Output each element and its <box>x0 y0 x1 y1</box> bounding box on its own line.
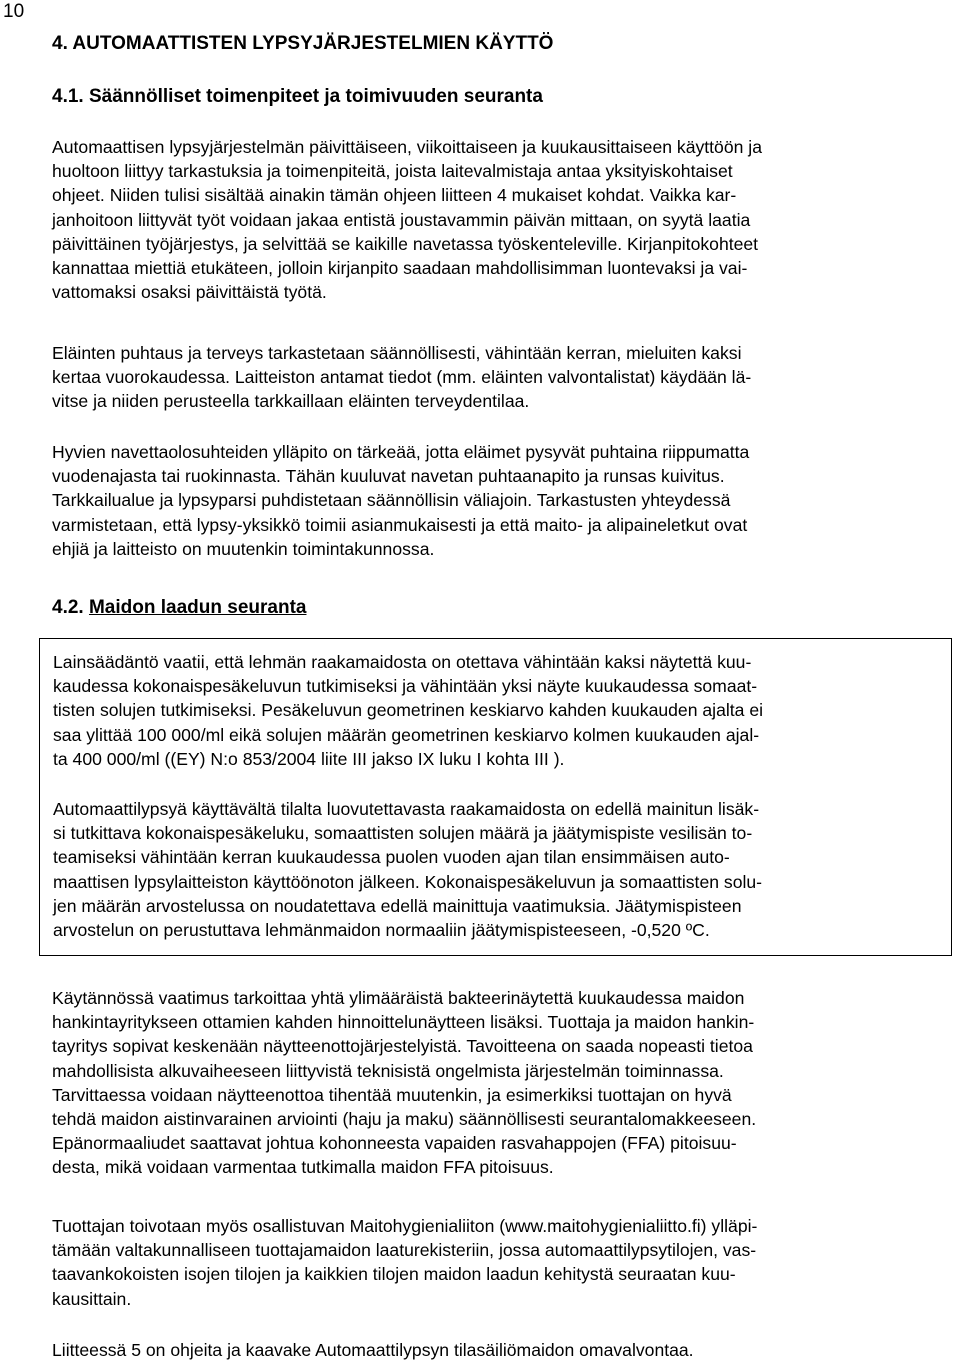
section-heading-routines: 4.1. Säännölliset toimenpiteet ja toimivuuden seuranta <box>52 86 543 107</box>
section-heading-milk-quality <box>52 597 306 619</box>
paragraph-quality-register: Tuottajan toivotaan myös osallistuvan Maitohygienialiiton (www.maitohygienialiitto.fi) ylläpi- tämään valtakunnalliseen tuottajamaidon laaturekisteriin, jossa automaattilypsytilojen, vas- taavankokoisten isojen tilojen ja kaikkien tilojen maidon laadun kehitystä seuraatan kuu- kausittain. <box>52 1216 758 1309</box>
regulation-box <box>39 638 952 956</box>
paragraph-legislation: Lainsäädäntö vaatii, että lehmän raakamaidosta on otettava vähintään kaksi näytettä kuu- kaudessa kokonaispesäkeluvun tutkimiseksi ja vähintään yksi näyte kuukaudessa somaat- tisten solujen tutkimiseksi. Pesäkeluvun geometrinen keskiarvo kahden kuukauden ajalta ei saa ylittää 100 000/ml eikä solujen määrän geometrinen keskiarvo kolmen kuukauden ajal- ta 400 000/ml ((EY) N:o 853/2004 liite III jakso IX luku I kohta III ). <box>53 652 764 769</box>
page-number: 10 <box>3 1 25 22</box>
paragraph-daily-routines: Automaattisen lypsyjärjestelmän päivittäiseen, viikoittaiseen ja kuukausittaiseen käyttöön ja huoltoon liittyy tarkastuksia ja toimenpiteitä, joista laitevalmistaja antaa yksityiskohtaiset ohjeet. Niiden tulisi sisältää ainakin tämän ohjeen liitteen 4 mukaiset kohdat. Vaikka kar- janhoitoon liittyvät työt voidaan jakaa entistä joustavammin päivän mittaan, on syytä laatia päivittäinen työjärjestys, ja selvittää se kaikille navetassa työskenteleville. Kirjanpitokohteet kannattaa miettiä etukäteen, jolloin kirjanpito saadaan mahdollisimman luontevaksi ja vai- vattomaksi osaksi päivittäistä työtä. <box>52 137 762 303</box>
paragraph-bacteria-sampling: Käytännössä vaatimus tarkoittaa yhtä ylimääräistä bakteerinäytettä kuukaudessa maidon hankintayritykseen ottamien kahden hinnoittelunäytteen lisäksi. Tuottaja ja maidon hankin- tayritys sopivat keskenään näytteenottojärjestelyistä. Tavoitteena on saada nopeasti tietoa mahdollisista alkuvaiheeseen liittyvistä teknisistä ongelmista järjestelmän toiminnassa. Tarvittaessa voidaan näytteenottoa tihentää muutenkin, ja esimerkiksi tuottajan on hyvä tehdä maidon aistinvarainen arviointi (haju ja maku) säännöllisesti seurantalomakkeeseen. Epänormaaliudet saattavat johtua kohonneesta vapaiden rasvahappojen (FFA) pitoisuu- desta, mikä voidaan varmentaa tutkimalla maidon FFA pitoisuus. <box>52 988 757 1178</box>
paragraph-farm-requirements: Automaattilypsyä käyttävältä tilalta luovutettavasta raakamaidosta on edellä mainitun lisäk- si tutkittava kokonaispesäkeluku, somaattisten solujen määrä ja jäätymispiste vesilisän to- teamiseksi vähintään kerran kuukaudessa puolen vuoden ajan tilan ensimmäisen auto- maattisen lypsylaitteiston käyttöönoton jälkeen. Kokonaispesäkeluvun ja somaattisten solu- jen määrän arvostelussa on noudatettava edellä mainittuja vaatimuksia. Jäätymispisteen arvostelun on perustuttava lehmänmaidon normaaliin jäätymispisteeseen, -0,520 ºC. <box>53 799 763 941</box>
paragraph-animal-health: Eläinten puhtaus ja terveys tarkastetaan säännöllisesti, vähintään kerran, mieluiten kaksi kertaa vuorokaudessa. Laitteiston antamat tiedot (mm. eläinten valvontalistat) käydään lä- vitse ja niiden perusteella tarkkaillaan eläinten terveydentilaa. <box>52 343 752 412</box>
section-number: 4.2. <box>52 597 84 618</box>
chapter-heading: 4. AUTOMAATTISTEN LYPSYJÄRJESTELMIEN KÄYTTÖ <box>52 33 554 54</box>
paragraph-hygiene: Hyvien navettaolosuhteiden ylläpito on tärkeää, jotta eläimet pysyvät puhtaina riippumatta vuodenajasta tai ruokinnasta. Tähän kuuluvat navetan puhtaanapito ja runsas kuivitus. Tarkkailualue ja lypsyparsi puhdistetaan säännöllisin väliajoin. Tarkastusten yhteydessä varmistetaan, että lypsy-yksikkö toimii asianmukaisesti ja että maito- ja alipaineletkut ovat ehjiä ja laitteisto on muutenkin toimintakunnossa. <box>52 442 750 559</box>
section-title: Maidon laadun seuranta <box>88 597 307 618</box>
paragraph-appendix: Liitteessä 5 on ohjeita ja kaavake Automaattilypsyn tilasäiliömaidon omavalvontaa. <box>52 1340 694 1360</box>
